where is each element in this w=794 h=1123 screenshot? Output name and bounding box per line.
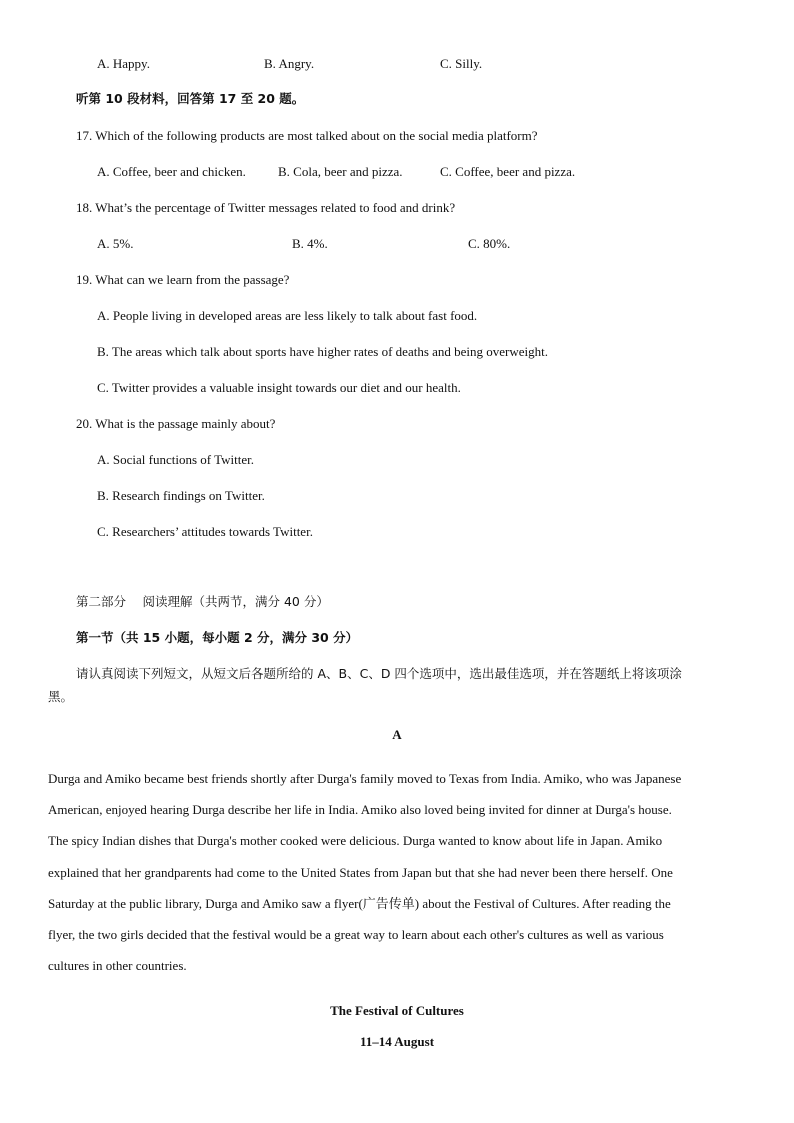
festival-title: The Festival of Cultures — [330, 1003, 464, 1018]
passage-line: cultures in other countries. — [48, 958, 187, 974]
question-18-stem: 18. What’s the percentage of Twitter messages related to food and drink? — [76, 200, 456, 215]
q16-option-b: B. Angry. — [264, 56, 315, 71]
part2-title: 第二部分 阅读理解（共两节，满分 40 分） — [76, 594, 329, 609]
part2-instruction-line2: 黑。 — [48, 689, 74, 704]
q19-option-a: A. People living in developed areas are less likely to talk about fast food. — [97, 308, 478, 323]
passage-line: American, enjoyed hearing Durga describe her life in India. Amiko also loved being invited for dinner at Durga's house. — [48, 802, 672, 818]
q16-option-a: A. Happy. — [97, 56, 150, 71]
q17-option-b: B. Cola, beer and pizza. — [278, 164, 403, 179]
q18-option-b: B. 4%. — [292, 236, 328, 251]
section10-header: 听第 10 段材料，回答第 17 至 20 题。 — [76, 91, 305, 106]
passage-line: Saturday at the public library, Durga and Amiko saw a flyer(广告传单) about the Festival of Cultures. After reading the — [48, 895, 671, 911]
q18-option-c: C. 80%. — [468, 236, 511, 251]
q16-option-c: C. Silly. — [440, 56, 483, 71]
q17-option-a: A. Coffee, beer and chicken. — [97, 164, 246, 179]
passage-body — [48, 763, 748, 981]
festival-dates: 11–14 August — [359, 1034, 435, 1049]
part2-instruction-line1: 请认真阅读下列短文，从短文后各题所给的 A、B、C、D 四个选项中，选出最佳选项，并在答题纸上将该项涂 — [76, 666, 682, 681]
passage-line: The spicy Indian dishes that Durga's mother cooked were delicious. Durga wanted to know about life in Japan. Amiko — [48, 833, 663, 849]
q18-option-a: A. 5%. — [97, 236, 134, 251]
passage-line: Durga and Amiko became best friends shortly after Durga's family moved to Texas from India. Amiko, who was Japanese — [48, 771, 682, 786]
passage-line: flyer, the two girls decided that the festival would be a great way to learn about each other's cultures as well as various — [48, 927, 664, 943]
q17-option-c: C. Coffee, beer and pizza. — [440, 164, 576, 179]
q19-option-b: B. The areas which talk about sports have higher rates of deaths and being overweight. — [97, 344, 549, 359]
passage-label: A — [392, 727, 402, 742]
part2-section1-header: 第一节（共 15 小题，每小题 2 分，满分 30 分） — [76, 630, 359, 645]
q20-option-c: C. Researchers’ attitudes towards Twitter. — [97, 524, 313, 539]
passage-line: explained that her grandparents had come to the United States from Japan but that she had never been there herself. One — [48, 864, 673, 880]
question-17-stem: 17. Which of the following products are most talked about on the social media platform? — [76, 128, 538, 143]
q20-option-a: A. Social functions of Twitter. — [97, 452, 254, 467]
question-20-stem: 20. What is the passage mainly about? — [76, 416, 276, 431]
q20-option-b: B. Research findings on Twitter. — [97, 488, 265, 503]
q19-option-c: C. Twitter provides a valuable insight towards our diet and our health. — [97, 380, 461, 395]
question-19-stem: 19. What can we learn from the passage? — [76, 272, 290, 287]
